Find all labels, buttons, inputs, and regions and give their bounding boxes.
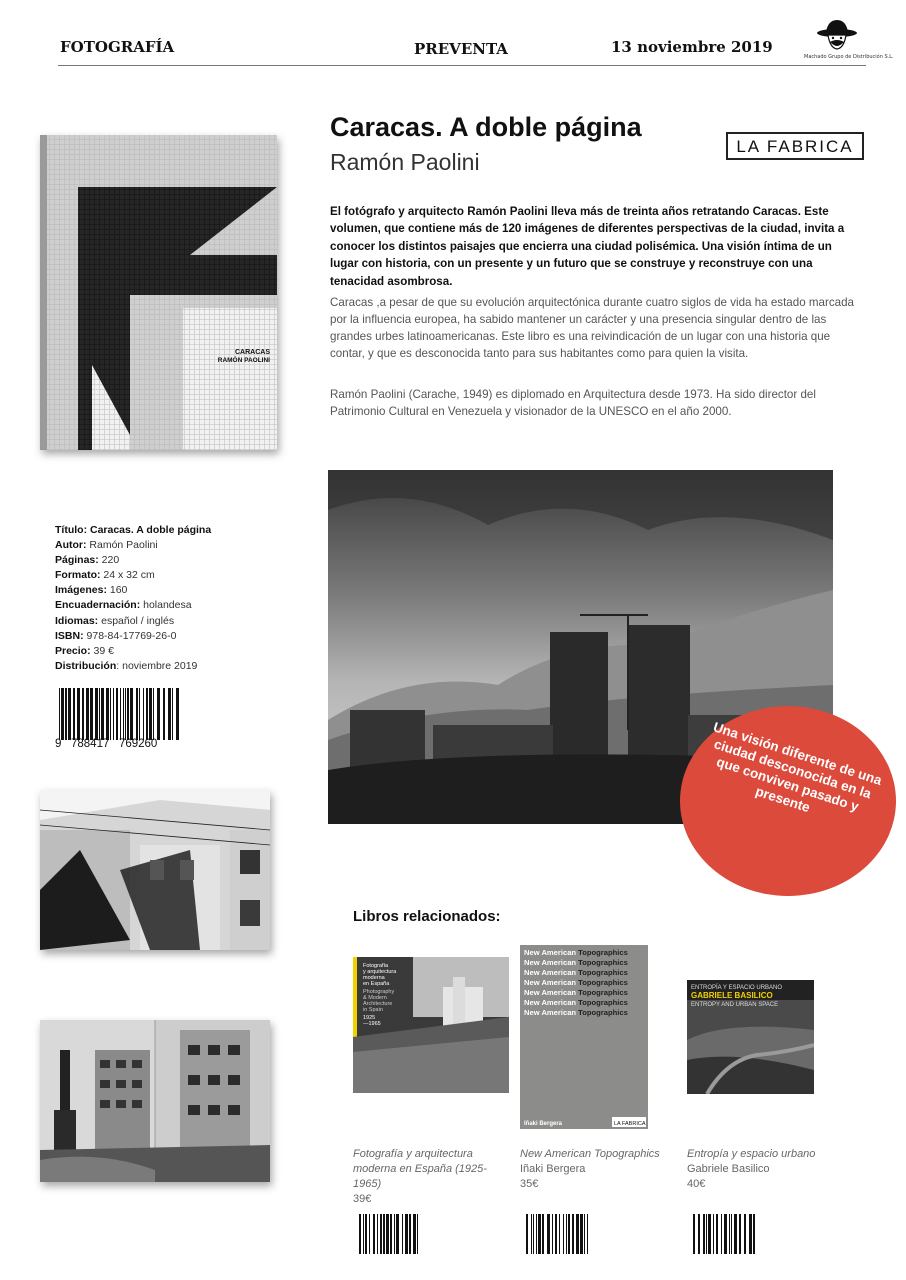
barcode-bar — [580, 1214, 583, 1254]
barcode-bar — [713, 1214, 714, 1254]
barcode-bar — [373, 1214, 375, 1254]
barcode-bar — [146, 688, 148, 740]
barcode-bar — [59, 688, 60, 740]
related-item-1-title: Fotografía y arquitectura moderna en España (1925-1965) — [353, 1148, 487, 1190]
barcode-bar — [149, 688, 152, 740]
header-category: FOTOGRAFÍA — [60, 38, 175, 56]
barcode-bar — [568, 1214, 570, 1254]
svg-text:—1965: —1965 — [363, 1021, 381, 1027]
spec-title: Título: Caracas. A doble página — [55, 524, 212, 536]
spec-binding: Encuadernación: holandesa — [55, 599, 192, 612]
barcode-bar — [703, 1214, 705, 1254]
barcode-bar — [127, 688, 129, 740]
barcode-bar — [95, 688, 98, 740]
barcode-bar — [731, 1214, 732, 1254]
barcode-bar — [157, 688, 160, 740]
barcode-bar — [110, 688, 111, 740]
barcode-bar — [744, 1214, 746, 1254]
barcode-bar — [572, 1214, 574, 1254]
barcode-bar — [533, 1214, 534, 1254]
barcode-bar — [721, 1214, 722, 1254]
related-item-3-price: 40€ — [687, 1178, 706, 1190]
book-paragraph-2: Caracas ,a pesar de que su evolución arquitectónica durante cuatro siglos de vida ha estado marcada por la influencia europea, ha sabido mantener un carácter y una presencia singular dentro de las grandes urbes latinoamericanas. Este libro es una reivindicación de un lugar con una historia que contar, y que es desconocida tanto para sus habitantes como para quien la visita. — [330, 296, 854, 360]
barcode-bar — [120, 688, 121, 740]
barcode-bar — [531, 1214, 532, 1254]
barcode-bar — [555, 1214, 557, 1254]
related-item-3-author: Gabriele Basilico — [687, 1163, 770, 1175]
cover-author: RAMÓN PAOLINI — [217, 357, 270, 364]
cover-title-line: New American Topographics — [524, 1008, 628, 1017]
svg-text:moderna: moderna — [363, 975, 385, 981]
barcode-bar — [369, 1214, 370, 1254]
header-rule — [58, 65, 866, 66]
book-specs — [55, 523, 211, 674]
barcode-bar — [576, 1214, 579, 1254]
barcode-bar — [729, 1214, 730, 1254]
barcode-bar — [380, 1214, 382, 1254]
related-item-1-price: 39€ — [353, 1193, 372, 1205]
cover-title: CARACAS — [235, 349, 270, 356]
book-title: Caracas. A doble página — [330, 112, 642, 142]
related-barcode-2 — [522, 1214, 592, 1258]
cover-title-line: New American Topographics — [524, 958, 628, 967]
barcode-bar — [542, 1214, 544, 1254]
related-cover-1[interactable] — [353, 957, 509, 1093]
barcode-bar — [749, 1214, 752, 1254]
barcode-bar — [536, 1214, 537, 1254]
barcode-bar — [724, 1214, 727, 1254]
book-intro: El fotógrafo y arquitecto Ramón Paolini lleva más de treinta años retratando Caracas. Este volumen, que contiene más de 120 imágenes de diferentes perspectivas de la ciudad, invita a conocer los distintos paisajes que encierra una ciudad polisémica. Una visión íntima de un lugar con historia, con un presente y un futuro que se construye y reconstruye con una tenacidad asombrosa. — [330, 205, 845, 288]
related-cover-2[interactable] — [520, 945, 648, 1129]
svg-text:& Modern: & Modern — [363, 995, 387, 1001]
book-paragraph-3: Ramón Paolini (Carache, 1949) es diplomado en Arquitectura desde 1973. Ha sido director del Patrimonio Cultural en Venezuela y visionador de la UNESCO en el año 2000. — [330, 388, 816, 418]
spec-pages: Páginas: 220 — [55, 554, 120, 567]
barcode-bar — [547, 1214, 550, 1254]
barcode-bar — [417, 1214, 418, 1254]
barcode-bar — [123, 688, 124, 740]
barcode-bar — [698, 1214, 700, 1254]
barcode-bar — [359, 1214, 361, 1254]
barcode-bar — [99, 688, 100, 740]
barcode-bar — [172, 688, 173, 740]
isbn-barcode-number: 9 788417 769260 — [55, 738, 158, 750]
monument-photo — [40, 1020, 270, 1182]
related-heading: Libros relacionados: — [353, 908, 501, 925]
barcode-bar — [587, 1214, 588, 1254]
barcode-bar — [113, 688, 114, 740]
barcode-bar — [383, 1214, 385, 1254]
barcode-bar — [363, 1214, 364, 1254]
barcode-bar — [168, 688, 171, 740]
barcode-bar — [365, 1214, 367, 1254]
barcode-bar — [61, 688, 64, 740]
spec-price: Precio: 39 € — [55, 644, 114, 657]
distributor-caption: Machado Grupo de Distribución S.L. — [804, 54, 894, 60]
barcode-bar — [130, 688, 133, 740]
svg-text:en España: en España — [363, 981, 390, 987]
barcode-bar — [143, 688, 144, 740]
related-item-2-author: Iñaki Bergera — [520, 1163, 586, 1175]
related-barcode-1 — [355, 1214, 425, 1258]
barcode-bar — [163, 688, 165, 740]
barcode-bar — [73, 688, 75, 740]
svg-text:LA FABRICA: LA FABRICA — [614, 1121, 646, 1127]
spec-author: Autor: Ramón Paolini — [55, 539, 158, 552]
spec-isbn: ISBN: 978-84-17769-26-0 — [55, 629, 177, 642]
barcode-bar — [706, 1214, 707, 1254]
barcode-bar — [405, 1214, 408, 1254]
barcode-bar — [82, 688, 84, 740]
related-item-2-title: New American Topographics — [520, 1148, 660, 1160]
svg-text:Architecture: Architecture — [363, 1001, 393, 1007]
barcode-bar — [394, 1214, 395, 1254]
barcode-bar — [563, 1214, 564, 1254]
barcode-bar — [77, 688, 80, 740]
barcode-bar — [413, 1214, 416, 1254]
spec-images: Imágenes: 160 — [55, 584, 128, 597]
barcode-bar — [136, 688, 138, 740]
barcode-bar — [377, 1214, 378, 1254]
publisher-logo: LA FABRICA — [726, 132, 864, 160]
barcode-bar — [716, 1214, 718, 1254]
barcode-bar — [409, 1214, 411, 1254]
barcode-bar — [739, 1214, 741, 1254]
barcode-bar — [90, 688, 93, 740]
barcode-bar — [559, 1214, 560, 1254]
svg-text:ENTROPY AND URBAN SPACE: ENTROPY AND URBAN SPACE — [691, 1002, 779, 1008]
barcode-bar — [68, 688, 71, 740]
related-item-2-price: 35€ — [520, 1178, 539, 1190]
barcode-bar — [734, 1214, 737, 1254]
cover-title-line: New American Topographics — [524, 948, 628, 957]
barcode-bar — [566, 1214, 567, 1254]
cover-title-line: New American Topographics — [524, 978, 628, 987]
header-date: 13 noviembre 2019 — [611, 38, 773, 56]
barcode-bar — [65, 688, 67, 740]
related-barcode-3 — [689, 1214, 759, 1258]
related-item-3[interactable] — [687, 1147, 832, 1192]
spec-languages: Idiomas: español / inglés — [55, 614, 175, 627]
barcode-bar — [693, 1214, 695, 1254]
svg-text:y arquitectura: y arquitectura — [363, 969, 397, 975]
svg-text:1925: 1925 — [363, 1015, 376, 1021]
related-item-2[interactable] — [520, 1147, 665, 1192]
quote-text: Una visión diferente de una ciudad desconocida en la que conviven pasado y presente — [711, 719, 884, 816]
barcode-bar — [552, 1214, 553, 1254]
spec-format: Formato: 24 x 32 cm — [55, 569, 155, 582]
spec-distribution: Distribución: noviembre 2019 — [55, 659, 198, 672]
isbn-barcode — [55, 688, 185, 754]
svg-text:in Spain: in Spain — [363, 1007, 383, 1013]
barcode-bar — [153, 688, 154, 740]
barcode-bar — [101, 688, 104, 740]
svg-text:Iñaki Bergera: Iñaki Bergera — [524, 1121, 563, 1127]
barcode-bar — [402, 1214, 403, 1254]
barcode-bar — [396, 1214, 399, 1254]
barcode-bar — [538, 1214, 541, 1254]
street-photo — [40, 790, 270, 950]
barcode-bar — [176, 688, 179, 740]
barcode-bar — [125, 688, 126, 740]
barcode-bar — [386, 1214, 389, 1254]
svg-text:Fotografía: Fotografía — [363, 963, 389, 969]
svg-text:GABRIELE BASILICO: GABRIELE BASILICO — [691, 991, 773, 1000]
cover-title-line: New American Topographics — [524, 968, 628, 977]
barcode-bar — [116, 688, 118, 740]
svg-text:ENTROPÍA Y ESPACIO URBANO: ENTROPÍA Y ESPACIO URBANO — [691, 985, 783, 991]
book-author: Ramón Paolini — [330, 149, 480, 175]
related-cover-3[interactable] — [687, 980, 814, 1094]
related-item-3-title: Entropía y espacio urbano — [687, 1148, 816, 1160]
header-status: PREVENTA — [414, 40, 508, 58]
barcode-bar — [106, 688, 109, 740]
barcode-bar — [139, 688, 140, 740]
book-cover — [40, 135, 277, 450]
barcode-bar — [584, 1214, 585, 1254]
svg-text:Photography: Photography — [363, 989, 395, 995]
barcode-bar — [390, 1214, 392, 1254]
barcode-bar — [708, 1214, 711, 1254]
cover-title-line: New American Topographics — [524, 998, 628, 1007]
barcode-bar — [753, 1214, 755, 1254]
related-item-1[interactable] — [353, 1147, 498, 1207]
barcode-bar — [86, 688, 89, 740]
cover-title-line: New American Topographics — [524, 988, 628, 997]
barcode-bar — [526, 1214, 528, 1254]
